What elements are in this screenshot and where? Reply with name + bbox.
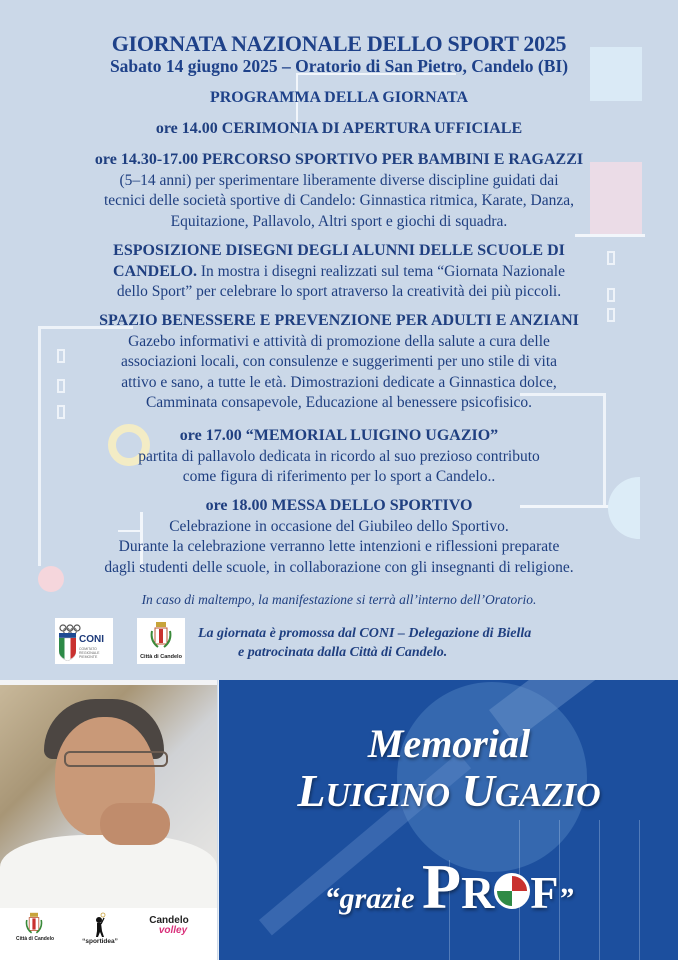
program-item-heading: ore 14.00 CERIMONIA DI APERTURA UFFICIALE — [155, 120, 523, 137]
program-item-line: Equitazione, Pallavolo, Altri sport e giochi di squadra. — [170, 212, 508, 230]
program-item-line: Camminata consapevole, Educazione al benessere psicofisico. — [145, 394, 533, 411]
program-item — [0, 241, 678, 303]
program-heading: PROGRAMMA DELLA GIORNATA — [209, 89, 469, 106]
decorative-line — [575, 234, 645, 237]
program-item-line: Celebrazione in occasione del Giubileo dello Sportivo. — [169, 517, 509, 535]
program-item-line: partita di pallavolo dedicata in ricordo al suo prezioso contributo — [138, 447, 540, 465]
name-initial: L — [297, 765, 326, 816]
volleyball-icon — [494, 873, 530, 909]
program-item — [0, 119, 678, 140]
coni-logo — [55, 618, 113, 664]
sponsor-logos — [0, 908, 217, 960]
promotion-line: e patrocinata dalla Città di Candelo. — [238, 645, 448, 660]
sponsor-candelo-volley — [146, 916, 192, 936]
event-title: GIORNATA NAZIONALE DELLO SPORT 2025 — [111, 31, 567, 56]
program-item-line: tecnici delle società sportive di Candelo: Ginnastica ritmica, Karate, Danza, — [104, 192, 574, 209]
program-item-line: Gazebo informativi e attività di promozione della salute a cura delle — [128, 332, 550, 350]
grazie-text: “grazie — [324, 882, 423, 915]
promotion-note — [198, 624, 531, 662]
program-item-heading: ore 18.00 MESSA DELLO SPORTIVO — [205, 497, 473, 514]
sportidea-figure-icon — [93, 912, 107, 938]
program-item-line: associazioni locali, con consulenze e suggerimenti per uno stile di vita — [120, 353, 558, 370]
portrait-glasses — [64, 751, 168, 767]
program-item — [0, 426, 678, 488]
sponsor-label: Candelo — [149, 915, 189, 926]
candelo-crest-icon — [25, 912, 43, 936]
memorial-title-panel — [218, 680, 678, 960]
memorial-banner — [0, 680, 678, 960]
portrait-photo — [0, 685, 217, 911]
program-item — [0, 311, 678, 414]
program-item-line: (5–14 anni) per sperimentare liberamente diverse discipline guidati dai — [119, 171, 559, 189]
olympic-rings-icon — [59, 621, 81, 631]
weather-note: In caso di maltempo, la manifestazione si terrà all’interno dell’Oratorio. — [141, 592, 537, 607]
program-item-heading: ore 14.30-17.00 PERCORSO SPORTIVO PER BAMBINI E RAGAZZI — [94, 151, 584, 168]
closing-quote: ” — [558, 882, 574, 915]
program-item — [0, 150, 678, 232]
program-item-line: In mostra i disegni realizzati sul tema “Giornata Nazionale — [197, 262, 565, 280]
memorial-name — [219, 764, 678, 817]
prof-initial: P — [422, 851, 462, 922]
portrait-shirt — [0, 835, 217, 911]
program-item-line: dello Sport” per celebrare lo sport atraverso la creatività dei più piccoli. — [116, 283, 562, 300]
sponsor-label: Città di Candelo — [16, 936, 55, 942]
name-initial: U — [461, 765, 495, 816]
coni-name: CONI — [79, 634, 104, 645]
program-item-line: come figura di riferimento per lo sport a Candelo.. — [182, 468, 496, 485]
program-item-heading-cont: CANDELO. — [113, 262, 198, 280]
candelo-logo-label: Città di Candelo — [140, 654, 182, 660]
program-item-heading: ore 17.00 “MEMORIAL LUIGINO UGAZIO” — [179, 427, 499, 444]
photo-panel — [0, 680, 217, 960]
coni-subtitle: COMITATO REGIONALE PIEMONTE — [79, 647, 100, 659]
prof-letter: R — [461, 867, 495, 918]
program-item-heading: SPAZIO BENESSERE E PREVENZIONE PER ADULTI E ANZIANI — [99, 312, 579, 329]
program-item-line: Durante la celebrazione verranno lette intenzioni e riflessioni preparate — [118, 538, 560, 555]
event-subtitle: Sabato 14 giugno 2025 – Oratorio di San Pietro, Candelo (BI) — [109, 56, 569, 76]
promotion-line: La giornata è promossa dal CONI – Delegazione di Biella — [198, 626, 532, 641]
sponsor-sportidea — [80, 912, 120, 945]
prof-letter: F — [530, 867, 559, 918]
name-rest: GAZIO — [494, 777, 601, 814]
portrait-hand — [100, 803, 170, 845]
memorial-label: Memorial — [367, 721, 531, 766]
program-item-heading: ESPOSIZIONE DISEGNI DEGLI ALUNNI DELLE SCUOLE DI — [113, 242, 565, 259]
italia-shield-icon — [59, 633, 76, 661]
program-item-line: attivo e sano, a tutte le età. Dimostrazioni dedicate a Ginnastica dolce, — [121, 373, 557, 391]
program-item-line: dagli studenti delle scuole, in collaborazione con gli insegnanti di religione. — [104, 558, 574, 576]
sponsor-label: “sportidea” — [82, 938, 118, 945]
name-rest: UIGINO — [325, 777, 451, 814]
grazie-prof-slogan — [219, 850, 678, 924]
program-item — [0, 496, 678, 578]
candelo-crest-icon — [150, 621, 172, 651]
citta-di-candelo-logo — [137, 618, 185, 664]
sponsor-label: volley — [158, 925, 188, 936]
sponsor-citta-di-candelo — [16, 912, 55, 942]
